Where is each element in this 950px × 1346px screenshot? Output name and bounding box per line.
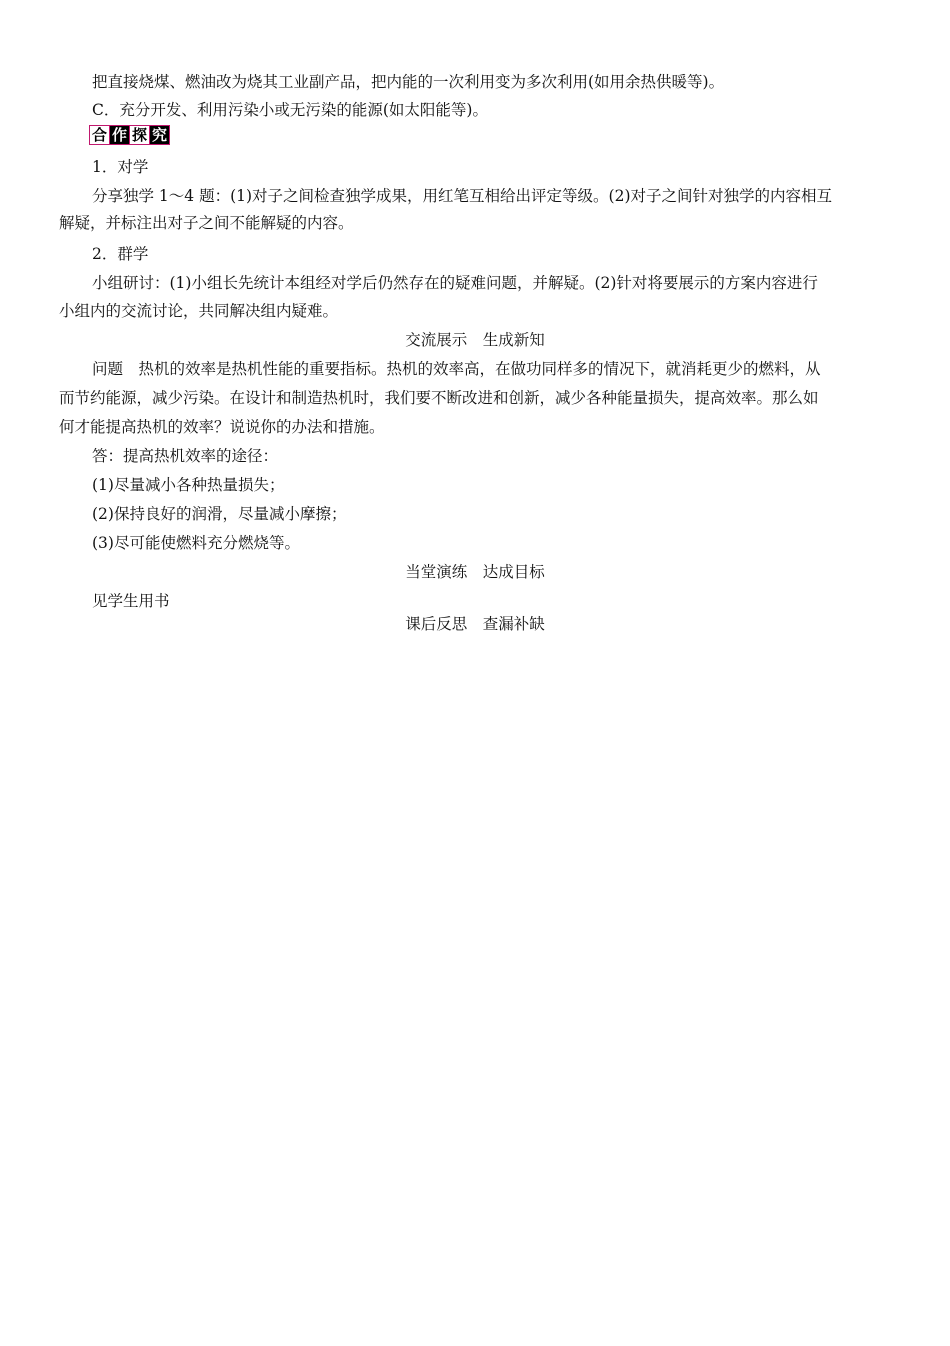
paragraph-group-study-line2: 小组内的交流讨论，共同解决组内疑难。 <box>59 302 339 320</box>
heading-exchange-display: 交流展示 生成新知 <box>405 331 545 349</box>
badge-char: 探 <box>130 126 150 144</box>
answer-item-2: (2)保持良好的润滑，尽量减小摩擦； <box>92 505 347 523</box>
badge-char: 究 <box>151 126 167 144</box>
heading-class-practice: 当堂演练 达成目标 <box>405 563 545 581</box>
answer-item-1: (1)尽量减小各种热量损失； <box>92 476 285 494</box>
answer-item-3: (3)尽可能使燃料充分燃烧等。 <box>92 534 300 552</box>
subheading-group-study: 2．群学 <box>92 245 149 263</box>
heading-after-class-reflection: 课后反思 查漏补缺 <box>405 615 545 633</box>
question-line1: 问题 热机的效率是热机性能的重要指标。热机的效率高，在做功同样多的情况下，就消耗更少的燃料，从 <box>92 360 821 378</box>
answer-intro: 答：提高热机效率的途径： <box>92 447 279 465</box>
paragraph-energy-reuse: 把直接烧煤、燃油改为烧其工业副产品，把内能的一次利用变为多次利用(如用余热供暖等)。 <box>92 73 725 91</box>
badge-char: 作 <box>110 126 130 144</box>
badge-char: 合 <box>90 126 110 144</box>
paragraph-pair-study-line2: 解疑，并标注出对子之间不能解疑的内容。 <box>59 214 354 232</box>
paragraph-group-study-line1: 小组研讨：(1)小组长先统计本组经对学后仍然存在的疑难问题，并解疑。(2)针对将要展示的方案内容进行 <box>92 274 818 292</box>
paragraph-pair-study-line1: 分享独学 1～4 题：(1)对子之间检查独学成果，用红笔互相给出评定等级。(2)对子之间针对独学的内容相互 <box>92 187 832 205</box>
section-badge-cooperative-inquiry <box>89 125 170 145</box>
question-line3: 何才能提高热机的效率？说说你的办法和措施。 <box>59 418 385 436</box>
subheading-pair-study: 1．对学 <box>92 158 149 176</box>
question-line2: 而节约能源，减少污染。在设计和制造热机时，我们要不断改进和创新，减少各种能量损失，提高效率。那么如 <box>59 389 819 407</box>
see-student-book: 见学生用书 <box>92 592 170 610</box>
paragraph-clean-energy: C．充分开发、利用污染小或无污染的能源(如太阳能等)。 <box>92 101 488 119</box>
